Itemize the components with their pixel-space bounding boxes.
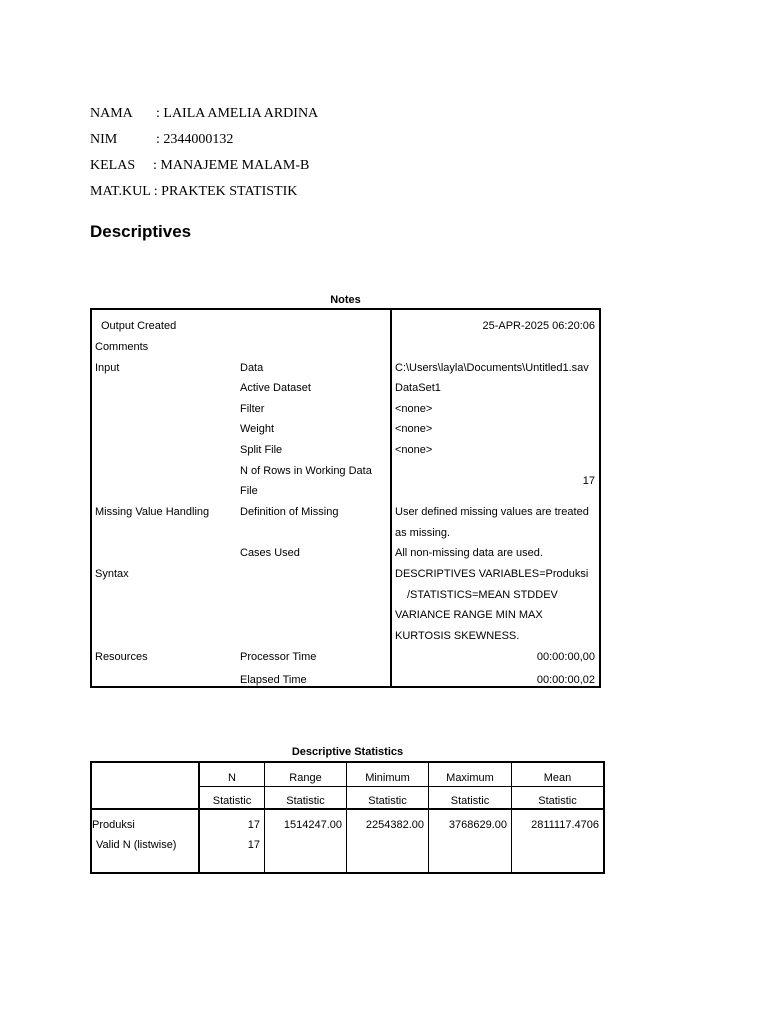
notes-value: 25-APR-2025 06:20:06 bbox=[482, 320, 595, 332]
notes-label: Output Created bbox=[101, 320, 177, 332]
notes-sublabel: Processor Time bbox=[240, 651, 317, 663]
notes-label: Resources bbox=[95, 651, 148, 663]
notes-sublabel: Split File bbox=[240, 444, 283, 456]
info-key: NAMA bbox=[90, 106, 133, 121]
descriptive-statistics-table bbox=[90, 761, 605, 874]
notes-sublabel: File bbox=[240, 485, 258, 497]
info-row-matkul bbox=[90, 179, 318, 205]
notes-value: VARIANCE RANGE MIN MAX bbox=[395, 609, 543, 621]
notes-sublabel: Weight bbox=[240, 423, 275, 435]
notes-value: as missing. bbox=[395, 527, 451, 539]
cell-value: 1514247.00 bbox=[283, 819, 342, 831]
info-key: MAT.KUL bbox=[90, 184, 151, 199]
info-row-nim bbox=[90, 127, 318, 153]
notes-sublabel: Definition of Missing bbox=[240, 506, 339, 518]
col-subheader: Statistic bbox=[212, 795, 252, 807]
info-row-kelas bbox=[90, 153, 318, 179]
notes-caption: Notes bbox=[330, 294, 361, 306]
info-value: : PRAKTEK STATISTIK bbox=[153, 184, 298, 199]
notes-sublabel: Active Dataset bbox=[240, 382, 311, 394]
notes-sublabel: Data bbox=[240, 362, 264, 374]
ds-header-line bbox=[92, 808, 603, 810]
notes-value: 17 bbox=[582, 475, 595, 487]
notes-value: All non-missing data are used. bbox=[395, 547, 543, 559]
col-header-minimum: Minimum bbox=[365, 772, 410, 784]
notes-value: User defined missing values are treated bbox=[395, 506, 589, 518]
notes-sublabel: Elapsed Time bbox=[240, 674, 307, 686]
cell-value: 2811117.4706 bbox=[531, 819, 599, 831]
notes-sublabel: Cases Used bbox=[240, 547, 300, 559]
notes-value: <none> bbox=[395, 423, 433, 435]
col-subheader: Statistic bbox=[450, 795, 490, 807]
notes-value: DESCRIPTIVES VARIABLES=Produksi bbox=[395, 568, 589, 580]
notes-label: Syntax bbox=[95, 568, 129, 580]
cell-value: 17 bbox=[247, 839, 260, 851]
notes-value: KURTOSIS SKEWNESS. bbox=[395, 630, 520, 642]
notes-value: /STATISTICS=MEAN STDDEV bbox=[407, 589, 558, 601]
col-subheader: Statistic bbox=[368, 795, 407, 807]
col-header-mean: Mean bbox=[543, 772, 572, 784]
cell-value: 17 bbox=[247, 819, 260, 831]
desc-caption: Descriptive Statistics bbox=[291, 746, 404, 758]
info-value: : 2344000132 bbox=[156, 132, 234, 147]
col-subheader: Statistic bbox=[538, 795, 577, 807]
info-key: NIM bbox=[90, 132, 118, 147]
ds-header-line bbox=[200, 786, 603, 787]
col-header-n: N bbox=[228, 772, 236, 784]
info-key: KELAS bbox=[90, 158, 136, 173]
row-label: Produksi bbox=[92, 819, 135, 831]
col-subheader: Statistic bbox=[286, 795, 325, 807]
notes-value: <none> bbox=[395, 444, 433, 456]
row-label: Valid N (listwise) bbox=[96, 839, 177, 851]
cell-value: 3768629.00 bbox=[448, 819, 507, 831]
info-value: : LAILA AMELIA ARDINA bbox=[156, 106, 319, 121]
notes-label: Missing Value Handling bbox=[95, 506, 210, 518]
notes-value: 00:00:00,00 bbox=[536, 651, 595, 663]
section-title: Descriptives bbox=[90, 222, 192, 241]
notes-table bbox=[90, 308, 601, 688]
notes-divider bbox=[390, 310, 392, 686]
info-value: : MANAJEME MALAM-B bbox=[153, 158, 310, 173]
notes-value: <none> bbox=[395, 403, 433, 415]
notes-value: DataSet1 bbox=[395, 382, 441, 394]
notes-value: C:\Users\layla\Documents\Untitled1.sav bbox=[395, 362, 589, 374]
notes-value: 00:00:00,02 bbox=[536, 674, 595, 686]
notes-sublabel: N of Rows in Working Data bbox=[240, 465, 372, 477]
notes-label: Comments bbox=[95, 341, 149, 353]
col-header-range: Range bbox=[289, 772, 322, 784]
notes-sublabel: Filter bbox=[240, 403, 265, 415]
col-header-maximum: Maximum bbox=[446, 772, 494, 784]
info-row-nama bbox=[90, 101, 318, 127]
notes-label: Input bbox=[95, 362, 120, 374]
student-info bbox=[90, 101, 318, 205]
cell-value: 2254382.00 bbox=[365, 819, 424, 831]
